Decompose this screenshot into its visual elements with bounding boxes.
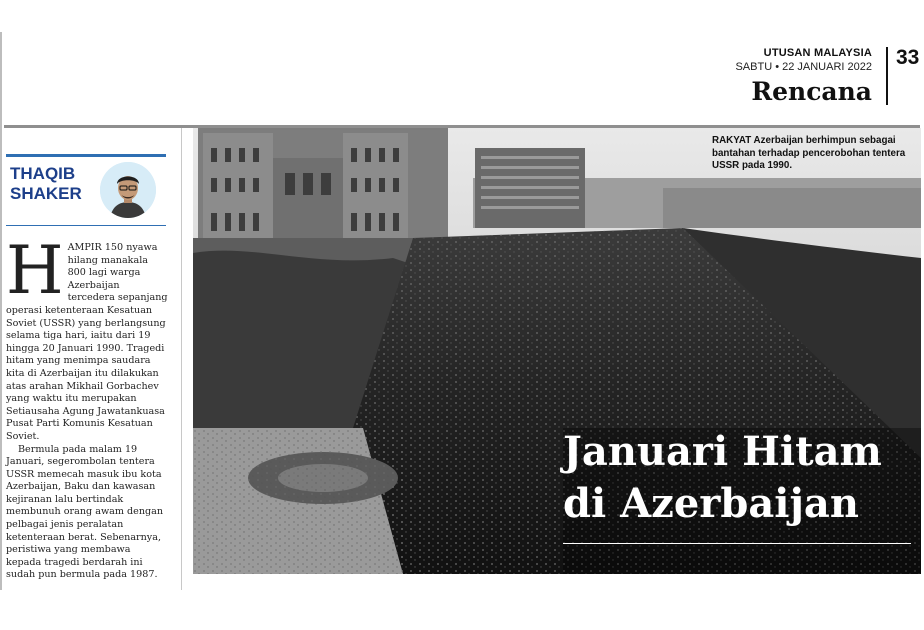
author-name: [10, 164, 82, 204]
column-divider: [181, 128, 182, 590]
headline-underline: [563, 543, 911, 544]
photo-caption: RAKYAT Azerbaijan berhimpun sebagai bantahan terhadap pencerobohan tentera USSR pada 1990.: [712, 135, 906, 171]
masthead-divider: [886, 47, 888, 105]
author-portrait-icon: [100, 162, 156, 218]
article-paragraph-2: Bermula pada malam 19 Januari, segerombolan tentera USSR memecah masuk ibu kota Azerbaijan, Baku dan kawasan kejiranan lalu bertindak membunuh orang awam dengan pelbagai jenis peralatan ketenteraan berat. Sebenarnya, peristiwa yang membawa kepada tragedi berdarah ini sudah pun bermula pada 1987.: [6, 443, 164, 581]
top-margin: [0, 0, 924, 32]
issue-date: SABTU • 22 JANUARI 2022: [735, 61, 872, 73]
author-line-2: SHAKER: [10, 184, 82, 203]
drop-cap: H: [6, 232, 64, 309]
headline-line-1: Januari Hitam: [563, 428, 882, 475]
masthead: [735, 47, 872, 106]
article-paragraph-1: [6, 232, 168, 444]
article-headline: [563, 426, 882, 530]
byline-top-rule: [6, 154, 166, 157]
paragraph-1-text: AMPIR 150 nyawa hilang manakala 800 lagi warga Azerbaijan tercedera sepanjang operasi ketenteraan Kesatuan Soviet (USSR) yang berlangsung selama tiga hari, iaitu dari 19 hingga 20 Januari 1990. Tragedi hitam yang menimpa saudara kita di Azerbaijan itu dilakukan atas arahan Mikhail Gorbachev yang waktu itu merupakan Setiausaha Agung Jawatankuasa Pusat Parti Komunis Kesatuan Soviet.: [6, 242, 168, 442]
page-left-edge: [0, 32, 2, 590]
author-avatar: [100, 162, 156, 218]
section-title: Rencana: [751, 77, 872, 106]
author-line-1: THAQIB: [10, 164, 76, 183]
byline-bottom-rule: [6, 225, 166, 226]
headline-line-2: di Azerbaijan: [563, 480, 859, 527]
page-number: 33: [896, 46, 920, 69]
article-body: [6, 232, 168, 582]
publication-name: UTUSAN MALAYSIA: [763, 47, 872, 59]
